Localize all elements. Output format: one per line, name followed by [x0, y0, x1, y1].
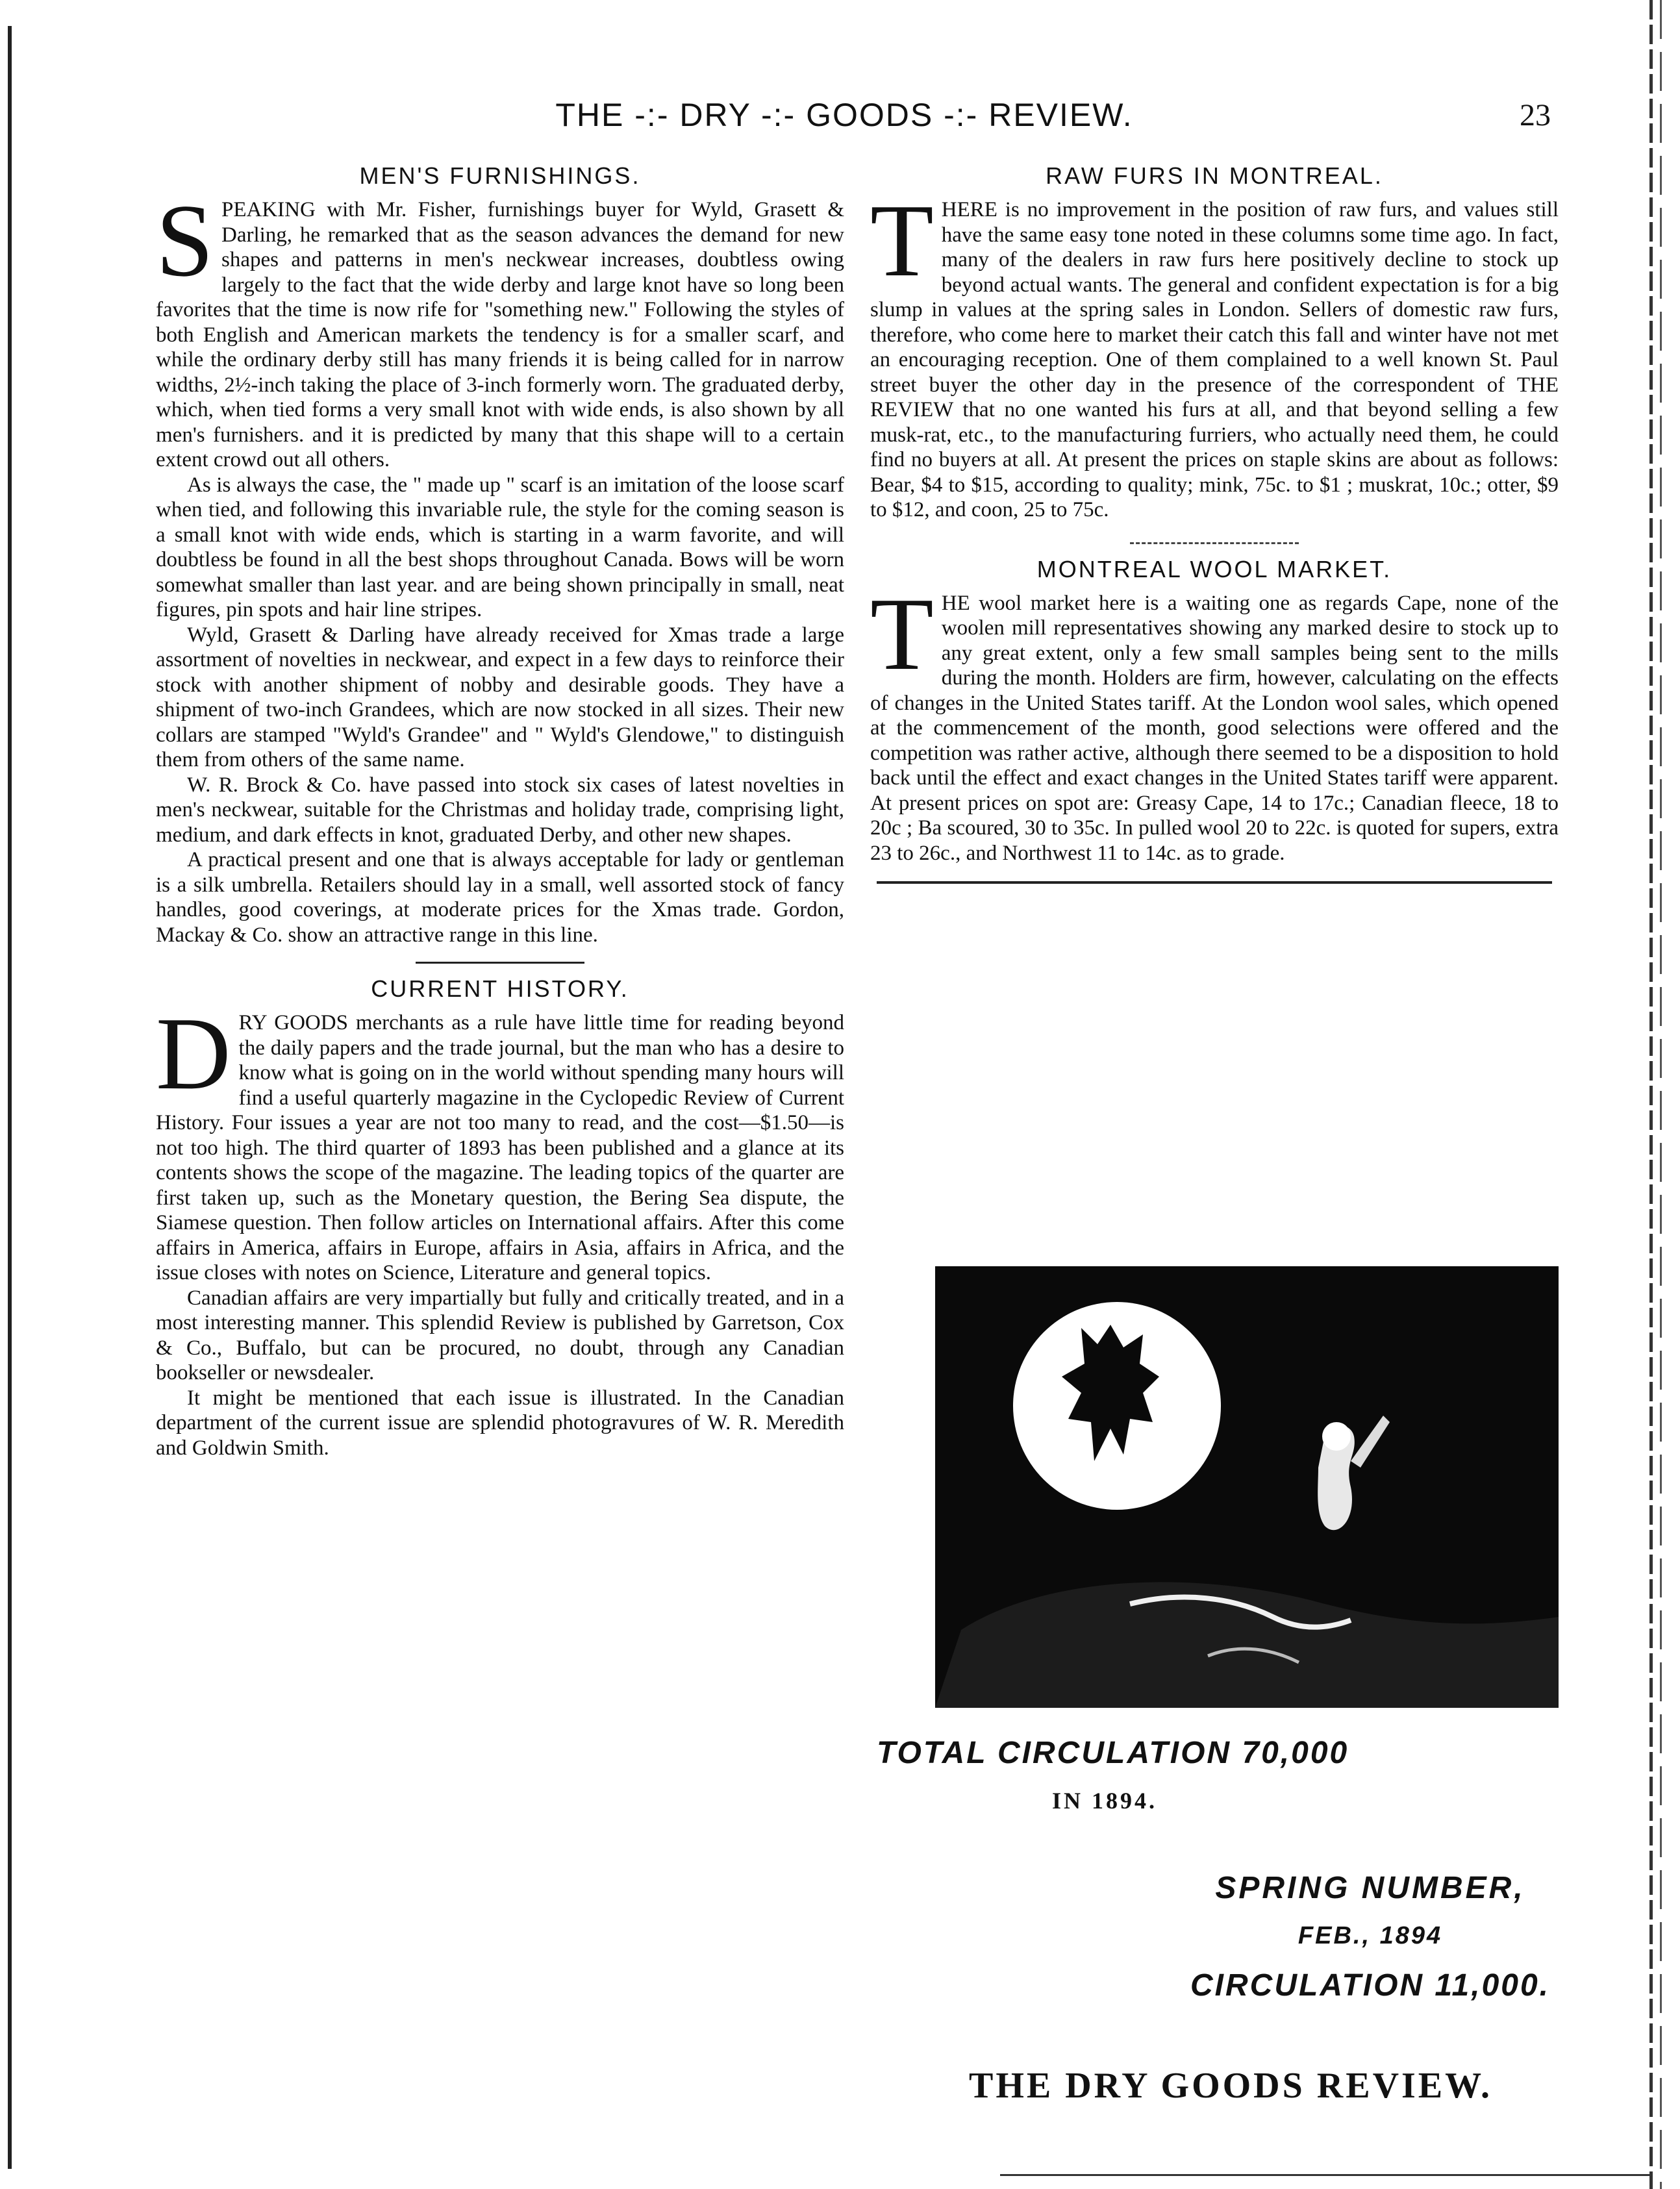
page-edge-left: [8, 26, 12, 2169]
article-mens-furnishings: [156, 162, 844, 947]
running-head: THE -:- DRY -:- GOODS -:- REVIEW.: [555, 97, 1133, 133]
article-paragraph: [156, 182, 844, 473]
article-wool-market: [870, 556, 1559, 866]
article-heading: CURRENT HISTORY.: [371, 975, 629, 1002]
article-paragraph: Wyld, Grasett & Darling have already received for Xmas trade a large assortment of novelties in neckwear, and expect in a few days to reinforce their stock with another shipment of nobby and desirable goods. They have a shipment of two-inch Grandees, which are now stocked in all sizes. Their new collars are stamped "Wyld's Grandee" and " Wyld's Glendowe," to distinguish them from others of the same name.: [156, 623, 844, 771]
article-heading: MONTREAL WOOL MARKET.: [1036, 555, 1392, 582]
article-raw-furs: [870, 162, 1559, 523]
drop-cap: T: [870, 575, 934, 692]
page-number: 23: [1520, 98, 1551, 132]
section-divider: [1130, 542, 1299, 544]
article-paragraph: [870, 182, 1559, 523]
advert-date: FEB., 1894: [1298, 1922, 1443, 1949]
article-paragraph: A practical present and one that is always acceptable for lady or gentleman is a silk umbrella. Retailers should lay in a small, well assorted stock of fancy handles, good coverings, at moderate prices for the Xmas trade. Gordon, Mackay & Co. show an attractive range in this line.: [156, 848, 844, 947]
article-current-history: [156, 975, 844, 1460]
advert-circulation: CIRCULATION 11,000.: [1190, 1968, 1550, 2003]
article-paragraph: Canadian affairs are very impartially but fully and critically treated, and in a most interesting manner. This splendid Review is published by Garretson, Cox & Co., Buffalo, but can be procured, no doubt, through any Canadian bookseller or newsdealer.: [156, 1286, 844, 1384]
section-divider: [416, 962, 584, 964]
page-edge-bottom: [1000, 2174, 1649, 2176]
paragraph-text: RY GOODS merchants as a rule have little time for reading beyond the daily papers and the trade journal, but the man who has a desire to know what is going on in the world without spending many hours will find a useful quarterly magazine in the Cyclopedic Review of Current History. Four issues a year are not too many to read, and the cost—$1.50—is not too high. The third quarter of 1893 has been published and a glance at its contents shows the scope of the magazine. The leading topics of the quarter are first taken up, such as the Monetary question, the Bering Sea dispute, the Siamese question. Then follow articles on International affairs. After this come affairs in America, affairs in Europe, affairs in Asia, affairs in Africa, and the issue closes with notes on Science, Literature and general topics.: [156, 1011, 844, 1284]
left-column: [156, 162, 844, 1460]
advert-illustration: [935, 1266, 1559, 1708]
article-heading: RAW FURS IN MONTREAL.: [1046, 162, 1383, 189]
article-paragraph: It might be mentioned that each issue is illustrated. In the Canadian department of the current issue are splendid photogravures of W. R. Meredith and Goldwin Smith.: [156, 1386, 844, 1460]
article-paragraph: As is always the case, the " made up " scarf is an imitation of the loose scarf when tied, and following this invariable rule, the style for the coming season is a small knot with wide ends, which is starting in a warm favorite, and will doubtless be found in all the best shops throughout Canada. Bows will be worn somewhat smaller than last year. and are being shown principally in small, neat figures, pin spots and hair line stripes.: [156, 473, 844, 621]
advert-spring-number: SPRING NUMBER,: [1215, 1871, 1525, 1905]
advert-top-rule: [877, 881, 1552, 884]
article-paragraph: [156, 995, 844, 1286]
article-paragraph: W. R. Brock & Co. have passed into stock six cases of latest novelties in men's neckwear, suitable for the Christmas and holiday trade, comprising light, medium, and dark effects in knot, graduated Derby, and other new shapes.: [156, 773, 844, 847]
advert-year: IN 1894.: [1052, 1788, 1158, 1814]
paragraph-text: HERE is no improvement in the position of raw furs, and values still have the same easy tone noted in these columns some time ago. In fact, many of the dealers in raw furs here positively decline to stock up beyond actual wants. The general and confident expectation is for a big slump in values at the spring sales in London. Sellers of domestic raw furs, therefore, who come here to market their catch this fall and winter have not met an encouraging reception. One of them complained to a well known St. Paul street buyer the other day in the presence of the correspondent of THE REVIEW that no one wanted his furs at all, and that beyond selling a few musk-rat, etc., to the manufacturing furriers, who actually need them, he could find no buyers at all. At present the prices on staple skins are about as follows: Bear, $4 to $15, according to quality; mink, 75c. to $1 ; muskrat, 10c.; otter, $9 to $12, and coon, 25 to 75c.: [870, 198, 1559, 521]
paragraph-text: PEAKING with Mr. Fisher, furnishings buyer for Wyld, Grasett & Darling, he remarked that as the season advances the demand for new shapes and patterns in men's neckwear increases, doubtless owing largely to the fact that the wide derby and large knot have so long been favorites that the time is now rife for "something new." Following the styles of both English and American markets the tendency is for a smaller scarf, and while the ordinary derby still has many friends it is being called for in narrow widths, 2½-inch taking the place of 3-inch formerly worn. The graduated derby, which, when tied forms a very small knot with wide ends, is also shown by all men's furnishers. and it is predicted by many that this shape will to a certain extent crowd out all others.: [156, 198, 844, 471]
drop-cap: D: [156, 995, 231, 1111]
article-paragraph: [870, 575, 1559, 866]
page-edge-right: [1649, 0, 1653, 2189]
advert-total-circulation: TOTAL CIRCULATION 70,000: [877, 1736, 1349, 1770]
moon-figure-illustration: [935, 1266, 1559, 1708]
drop-cap: T: [870, 182, 934, 298]
page-edge-right-secondary: [1660, 0, 1662, 2189]
paragraph-text: HE wool market here is a waiting one as regards Cape, none of the woolen mill representatives showing any marked desire to stock up to any great extent, only a few small samples being sent to the mills during the month. Holders are firm, however, calculating on the effects of changes in the United States tariff. At the London wool sales, which opened at the commencement of the month, good selections were offered and the competition was rather active, although there seemed to be a disposition to hold back until the effect and exact changes in the United States tariff were apparent. At present prices on spot are: Greasy Cape, 14 to 17c.; Canadian fleece, 18 to 20c ; Ba scoured, 30 to 35c. In pulled wool 20 to 22c. is quoted for supers, extra 23 to 26c., and Northwest 11 to 14c. as to grade.: [870, 591, 1559, 865]
article-heading: MEN'S FURNISHINGS.: [359, 162, 641, 189]
advert-publication-title: THE DRY GOODS REVIEW.: [968, 2066, 1493, 2106]
right-column: [870, 162, 1559, 884]
drop-cap: S: [156, 182, 214, 298]
